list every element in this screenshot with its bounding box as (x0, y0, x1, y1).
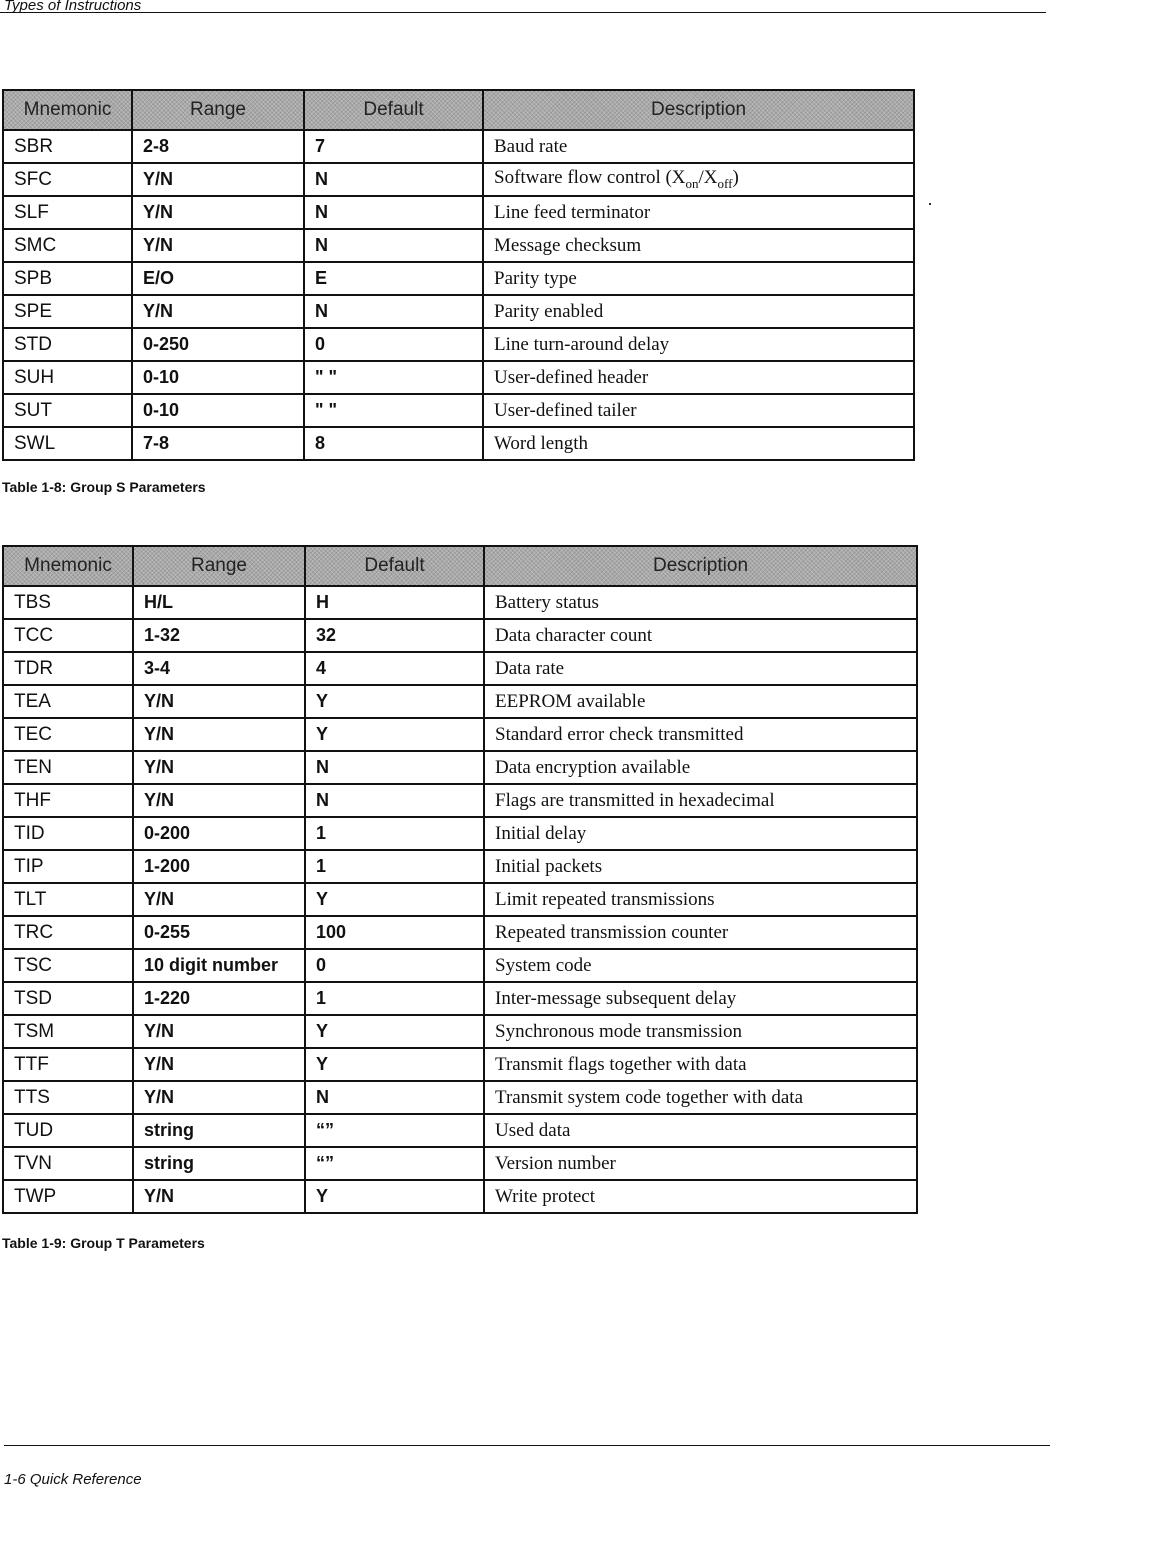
mnemonic-cell: TUD (3, 1114, 133, 1147)
default-cell: 7 (304, 130, 483, 163)
table-header-row (3, 90, 914, 130)
default-cell: 32 (305, 619, 484, 652)
description-cell (483, 163, 914, 196)
default-cell: “” (305, 1147, 484, 1180)
mnemonic-cell: TSM (3, 1015, 133, 1048)
range-cell: 1-220 (133, 982, 305, 1015)
header-rule (0, 12, 1046, 13)
table-row (3, 817, 917, 850)
description-cell: Battery status (484, 586, 917, 619)
description-cell: Data character count (484, 619, 917, 652)
description-cell: Line feed terminator (483, 196, 914, 229)
default-cell: N (305, 751, 484, 784)
range-cell: 7-8 (132, 427, 304, 460)
mnemonic-cell: TBS (3, 586, 133, 619)
mnemonic-cell: TSC (3, 949, 133, 982)
description-cell: Standard error check transmitted (484, 718, 917, 751)
description-text-mid: /X (698, 167, 718, 189)
default-cell: 100 (305, 916, 484, 949)
range-cell: Y/N (132, 163, 304, 196)
mnemonic-cell: SFC (3, 163, 132, 196)
default-cell: Y (305, 883, 484, 916)
description-cell: Write protect (484, 1180, 917, 1213)
table-row (3, 883, 917, 916)
table-row (3, 1147, 917, 1180)
description-cell: EEPROM available (484, 685, 917, 718)
range-cell: Y/N (133, 751, 305, 784)
range-cell: string (133, 1147, 305, 1180)
group-s-parameters-table (2, 89, 915, 461)
table-row (3, 850, 917, 883)
table-row (3, 586, 917, 619)
table-row (3, 652, 917, 685)
table-row (3, 1015, 917, 1048)
range-cell: Y/N (133, 883, 305, 916)
mnemonic-cell: TRC (3, 916, 133, 949)
mnemonic-cell: TVN (3, 1147, 133, 1180)
column-header-mnemonic: Mnemonic (3, 546, 133, 586)
table-row (3, 427, 914, 460)
description-cell: Data encryption available (484, 751, 917, 784)
mnemonic-cell: SUT (3, 394, 132, 427)
table-row (3, 619, 917, 652)
range-cell: 0-10 (132, 394, 304, 427)
mnemonic-cell: THF (3, 784, 133, 817)
table-row (3, 718, 917, 751)
table-row (3, 751, 917, 784)
table-row (3, 1081, 917, 1114)
mnemonic-cell: SBR (3, 130, 132, 163)
column-header-range: Range (132, 90, 304, 130)
description-cell: Baud rate (483, 130, 914, 163)
subscript-on: on (685, 175, 699, 191)
table-caption: Table 1-8: Group S Parameters (2, 479, 206, 495)
table-row (3, 196, 914, 229)
mnemonic-cell: TWP (3, 1180, 133, 1213)
range-cell: Y/N (133, 718, 305, 751)
mnemonic-cell: TIP (3, 850, 133, 883)
mnemonic-cell: TLT (3, 883, 133, 916)
default-cell: E (304, 262, 483, 295)
mnemonic-cell: SLF (3, 196, 132, 229)
table-row (3, 685, 917, 718)
description-cell: Line turn-around delay (483, 328, 914, 361)
default-cell: 1 (305, 982, 484, 1015)
default-cell: Y (305, 718, 484, 751)
mnemonic-cell: TEN (3, 751, 133, 784)
table-row (3, 361, 914, 394)
default-cell: Y (305, 685, 484, 718)
default-cell: " " (304, 361, 483, 394)
range-cell: 3-4 (133, 652, 305, 685)
range-cell: Y/N (133, 1180, 305, 1213)
mnemonic-cell: SMC (3, 229, 132, 262)
range-cell: 10 digit number (133, 949, 305, 982)
description-cell: Parity enabled (483, 295, 914, 328)
mnemonic-cell: SWL (3, 427, 132, 460)
range-cell: 0-10 (132, 361, 304, 394)
default-cell: 0 (305, 949, 484, 982)
default-cell: 4 (305, 652, 484, 685)
range-cell: Y/N (133, 1081, 305, 1114)
default-cell: 0 (304, 328, 483, 361)
mnemonic-cell: TEA (3, 685, 133, 718)
description-cell: Inter-message subsequent delay (484, 982, 917, 1015)
table-row (3, 328, 914, 361)
column-header-range: Range (133, 546, 305, 586)
description-text: Software flow control (X (494, 167, 686, 189)
description-cell: Message checksum (483, 229, 914, 262)
default-cell: 1 (305, 817, 484, 850)
default-cell: N (305, 1081, 484, 1114)
table-row (3, 982, 917, 1015)
default-cell: N (305, 784, 484, 817)
range-cell: Y/N (133, 1015, 305, 1048)
default-cell: N (304, 229, 483, 262)
description-cell: Parity type (483, 262, 914, 295)
description-cell: System code (484, 949, 917, 982)
mnemonic-cell: TTS (3, 1081, 133, 1114)
table-caption: Table 1-9: Group T Parameters (2, 1235, 205, 1251)
table-header-row (3, 546, 917, 586)
running-footer: 1-6 Quick Reference (4, 1471, 142, 1488)
description-cell: Transmit flags together with data (484, 1048, 917, 1081)
description-cell: Repeated transmission counter (484, 916, 917, 949)
table-row (3, 784, 917, 817)
mnemonic-cell: STD (3, 328, 132, 361)
range-cell: E/O (132, 262, 304, 295)
table-row (3, 394, 914, 427)
description-cell: Word length (483, 427, 914, 460)
column-header-default: Default (305, 546, 484, 586)
table-row (3, 1180, 917, 1213)
range-cell: 0-255 (133, 916, 305, 949)
description-cell: Data rate (484, 652, 917, 685)
running-header: Types of Instructions (4, 0, 142, 14)
table-row (3, 229, 914, 262)
mnemonic-cell: SPE (3, 295, 132, 328)
mnemonic-cell: SUH (3, 361, 132, 394)
group-t-parameters-table (2, 545, 918, 1214)
range-cell: Y/N (133, 784, 305, 817)
subscript-off: off (717, 175, 733, 191)
default-cell: Y (305, 1015, 484, 1048)
range-cell: Y/N (132, 196, 304, 229)
range-cell: string (133, 1114, 305, 1147)
footer-rule (4, 1445, 1050, 1446)
range-cell: 0-250 (132, 328, 304, 361)
default-cell: 1 (305, 850, 484, 883)
table-row (3, 916, 917, 949)
description-cell: Initial delay (484, 817, 917, 850)
description-cell: Synchronous mode transmission (484, 1015, 917, 1048)
mnemonic-cell: TCC (3, 619, 133, 652)
table-row (3, 1114, 917, 1147)
table-row (3, 1048, 917, 1081)
range-cell: 2-8 (132, 130, 304, 163)
column-header-default: Default (304, 90, 483, 130)
range-cell: Y/N (133, 1048, 305, 1081)
default-cell: N (304, 196, 483, 229)
default-cell: Y (305, 1048, 484, 1081)
table-row (3, 262, 914, 295)
default-cell: " " (304, 394, 483, 427)
default-cell: “” (305, 1114, 484, 1147)
mnemonic-cell: TEC (3, 718, 133, 751)
description-cell: Initial packets (484, 850, 917, 883)
default-cell: 8 (304, 427, 483, 460)
description-cell: User-defined header (483, 361, 914, 394)
table-row (3, 295, 914, 328)
description-cell: User-defined tailer (483, 394, 914, 427)
default-cell: H (305, 586, 484, 619)
range-cell: 1-32 (133, 619, 305, 652)
table-row (3, 163, 914, 196)
range-cell: Y/N (132, 295, 304, 328)
description-cell: Used data (484, 1114, 917, 1147)
description-text-tail: ) (732, 167, 739, 189)
column-header-description: Description (484, 546, 917, 586)
mnemonic-cell: SPB (3, 262, 132, 295)
table-row (3, 130, 914, 163)
default-cell: N (304, 295, 483, 328)
default-cell: N (304, 163, 483, 196)
mnemonic-cell: TTF (3, 1048, 133, 1081)
default-cell: Y (305, 1180, 484, 1213)
table-row (3, 949, 917, 982)
mnemonic-cell: TDR (3, 652, 133, 685)
description-cell: Transmit system code together with data (484, 1081, 917, 1114)
column-header-description: Description (483, 90, 914, 130)
mnemonic-cell: TID (3, 817, 133, 850)
range-cell: Y/N (132, 229, 304, 262)
scan-speck (929, 203, 931, 205)
range-cell: 0-200 (133, 817, 305, 850)
description-cell: Flags are transmitted in hexadecimal (484, 784, 917, 817)
description-cell: Limit repeated transmissions (484, 883, 917, 916)
range-cell: Y/N (133, 685, 305, 718)
range-cell: H/L (133, 586, 305, 619)
mnemonic-cell: TSD (3, 982, 133, 1015)
column-header-mnemonic: Mnemonic (3, 90, 132, 130)
description-cell: Version number (484, 1147, 917, 1180)
range-cell: 1-200 (133, 850, 305, 883)
